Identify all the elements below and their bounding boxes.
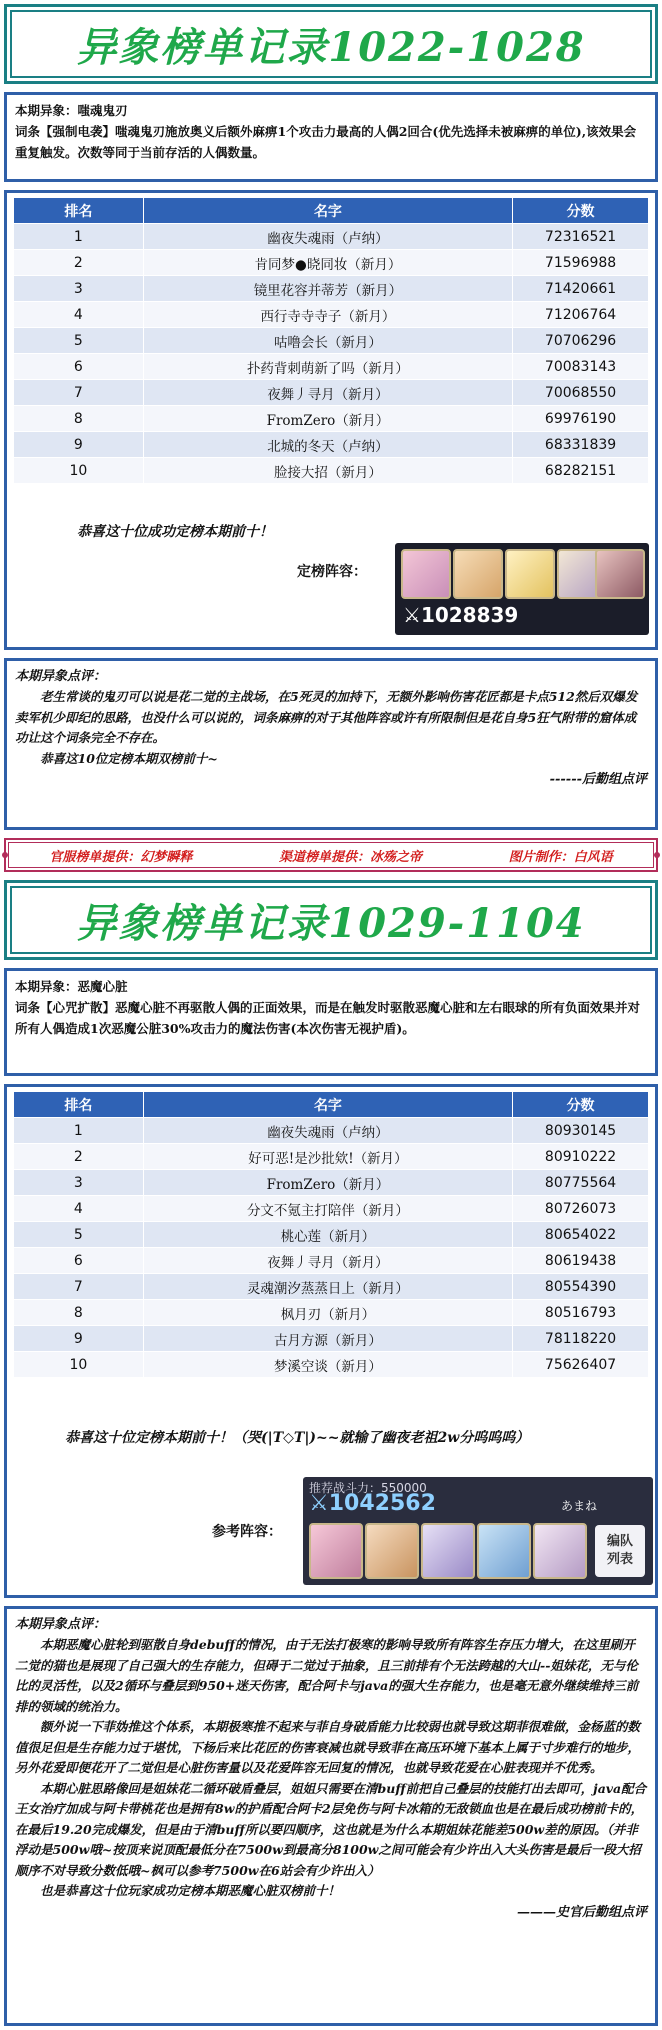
sword-icon: ⚔ <box>403 603 421 627</box>
cell-score: 80910222 <box>513 1144 649 1170</box>
table-row <box>14 1196 649 1222</box>
cell-rank: 4 <box>14 302 144 328</box>
cell-score: 80930145 <box>513 1118 649 1144</box>
portrait-5 <box>595 549 645 599</box>
cell-rank: 6 <box>14 1248 144 1274</box>
period2-review-p1: 本期恶魔心脏轮到驱散自身debuff的情况，由于无法打极寒的影响导致所有阵容生存压力增大，在这里刷开二觉的猫也是展现了自己强大的生存能力，但碍于二觉过于抽象，且三前排有个无法跨越的大山--姐妹花，无与伦比的灵活性，以及2循环与叠层到950+迷天伤害，配合阿卡与java的强大生存能力，也是毫无意外继续维持三前排的领域的统治力。 <box>15 1637 639 1714</box>
cell-name: 扑药背刺萌新了吗（新月） <box>143 354 512 380</box>
period2-lineup-power: ⚔1042562 <box>309 1491 436 1516</box>
period2-lineup-player: あまね <box>561 1499 598 1513</box>
portrait-3 <box>505 549 555 599</box>
cell-rank: 3 <box>14 276 144 302</box>
cell-rank: 7 <box>14 1274 144 1300</box>
cell-score: 71596988 <box>513 250 649 276</box>
cell-name: FromZero（新月） <box>143 406 512 432</box>
cell-rank: 1 <box>14 1118 144 1144</box>
cell-name: 幽夜失魂雨（卢纳） <box>143 1118 512 1144</box>
period1-review-title: 本期异象点评： <box>15 669 107 684</box>
cell-name: 桃心莲（新月） <box>143 1222 512 1248</box>
table-row <box>14 380 649 406</box>
cell-rank: 8 <box>14 406 144 432</box>
credit-channel: 渠道榜单提供：冰殇之帝 <box>278 849 422 865</box>
cell-rank: 9 <box>14 1326 144 1352</box>
table-row <box>14 1274 649 1300</box>
cell-name: 脸接大招（新月） <box>143 458 512 484</box>
cell-name: 枫月刃（新月） <box>143 1300 512 1326</box>
portrait-1 <box>309 1523 363 1579</box>
period1-banner-title: 异象榜单记录1022-1028 <box>76 23 586 71</box>
cell-score: 75626407 <box>513 1352 649 1378</box>
cell-score: 80554390 <box>513 1274 649 1300</box>
period2-review-p2: 额外说一下菲妫推这个体系，本期极寒推不起来与菲自身破盾能力比较弱也就导致这期菲很难做，金杨蓝的数值很足但是生存能力过于堪忧，下杨后来比花匠的伤害衰减也就导致菲在高压环境下基本上属于寸步难行的地步，另外花爱即便花开了二觉但是心脏伤害量以及花爱阵容无回复的情况，也就导致花爱在心脏表现并不优秀。 <box>15 1719 641 1775</box>
cell-score: 70068550 <box>513 380 649 406</box>
period2-lineup-image <box>303 1477 653 1585</box>
header-rank: 排名 <box>14 198 144 224</box>
credit-image: 图片制作：白风语 <box>508 849 613 865</box>
cell-name: 梦溪空谈（新月） <box>143 1352 512 1378</box>
table-row <box>14 1222 649 1248</box>
cell-rank: 3 <box>14 1170 144 1196</box>
portrait-5 <box>533 1523 587 1579</box>
portrait-4 <box>477 1523 531 1579</box>
period1-review-p2: 恭喜这10位定榜本期双榜前十~ <box>40 750 218 766</box>
portrait-2 <box>365 1523 419 1579</box>
formation-list-button[interactable]: 编队 列表 <box>595 1525 645 1577</box>
cell-score: 80619438 <box>513 1248 649 1274</box>
period2-anomaly-label: 本期异象：恶魔心脏 <box>15 979 128 994</box>
cell-rank: 2 <box>14 250 144 276</box>
sword-icon: ⚔ <box>309 1491 329 1516</box>
table-row <box>14 432 649 458</box>
period2-anomaly-box <box>4 968 658 1076</box>
cell-rank: 2 <box>14 1144 144 1170</box>
period1-anomaly-label: 本期异象：嗤魂鬼刃 <box>15 103 128 118</box>
portrait-1 <box>401 549 451 599</box>
table-row <box>14 1352 649 1378</box>
cell-rank: 7 <box>14 380 144 406</box>
cell-name: 咕噜会长（新月） <box>143 328 512 354</box>
table-row <box>14 1144 649 1170</box>
portrait-2 <box>453 549 503 599</box>
table-row <box>14 1170 649 1196</box>
table-row <box>14 354 649 380</box>
cell-rank: 5 <box>14 1222 144 1248</box>
cell-rank: 4 <box>14 1196 144 1222</box>
cell-score: 78118220 <box>513 1326 649 1352</box>
table-row <box>14 458 649 484</box>
cell-rank: 5 <box>14 328 144 354</box>
period1-ranking-table <box>13 197 649 484</box>
table-row <box>14 250 649 276</box>
cell-name: 古月方源（新月） <box>143 1326 512 1352</box>
period1-anomaly-desc: 词条【强制电袭】嗤魂鬼刃施放奥义后额外麻痹1个攻击力最高的人偶2回合(优先选择未被麻痹的单位),该效果会重复触发。次数等同于当前存活的人偶数量。 <box>15 124 637 160</box>
cell-rank: 1 <box>14 224 144 250</box>
period2-sign: ———史官后勤组点评 <box>516 1904 647 1920</box>
cell-score: 70706296 <box>513 328 649 354</box>
table-row <box>14 276 649 302</box>
header-rank: 排名 <box>14 1092 144 1118</box>
period2-review-p4: 也是恭喜这十位玩家成功定榜本期恶魔心脏双榜前十！ <box>40 1883 341 1898</box>
period2-recommended-power: 推荐战斗力：550000 <box>309 1481 427 1495</box>
period1-congrats: 恭喜这十位成功定榜本期前十！ <box>77 524 273 540</box>
table-row <box>14 224 649 250</box>
credit-official: 官服榜单提供：幻梦瞬释 <box>49 849 193 865</box>
cell-score: 71420661 <box>513 276 649 302</box>
cell-name: 西行寺寺寺子（新月） <box>143 302 512 328</box>
table-row <box>14 1300 649 1326</box>
cell-score: 80726073 <box>513 1196 649 1222</box>
period1-sign: ------后勤组点评 <box>549 772 647 787</box>
credits-bar <box>4 838 658 872</box>
period1-ranking-box <box>4 190 658 650</box>
table-row <box>14 406 649 432</box>
period1-review-box <box>4 658 658 830</box>
cell-name: 分文不氪主打陪伴（新月） <box>143 1196 512 1222</box>
cell-name: 北城的冬天（卢纳） <box>143 432 512 458</box>
cell-rank: 8 <box>14 1300 144 1326</box>
cell-score: 68331839 <box>513 432 649 458</box>
table-row <box>14 328 649 354</box>
cell-name: 肯同梦●晓同妆（新月） <box>143 250 512 276</box>
cell-rank: 10 <box>14 458 144 484</box>
period2-ranking-box <box>4 1084 658 1598</box>
period2-banner-title: 异象榜单记录1029-1104 <box>76 899 586 947</box>
table-row <box>14 302 649 328</box>
table-row <box>14 1326 649 1352</box>
period1-lineup-label: 定榜阵容： <box>297 564 367 580</box>
cell-name: 夜舞丿寻月（新月） <box>143 380 512 406</box>
period2-lineup-label: 参考阵容： <box>212 1524 282 1540</box>
cell-name: 夜舞丿寻月（新月） <box>143 1248 512 1274</box>
period2-congrats: 恭喜这十位定榜本期前十！（哭(|T◇T|)~~就输了幽夜老祖2w分呜呜呜） <box>65 1430 530 1446</box>
cell-score: 71206764 <box>513 302 649 328</box>
period2-banner <box>4 880 658 960</box>
period2-review-p3: 本期心脏思路像回是姐妹花二循环破盾叠层，姐姐只需要在清buff前把自己叠层的技能打出去即可，java配合王女治疗加成与阿卡带桃花也是拥有8w的护盾配合阿卡2层免伤与阿卡冰箱的无敌锁血也是在最后成功榜前卡的，在最后19.20完成爆发，但是由于清buff所以要四顺序，这也就是为什么本期姐妹花能差500w差的原因。（并非浮动是500w哦~按顶来说顶配最低分在7500w到最高分8100w之间可能会有少许出入大头伤害是最后一段大招顺序不对导致分数低哦~枫可以参考7500w在6站会有少许出入） <box>15 1780 647 1878</box>
header-score: 分数 <box>513 1092 649 1118</box>
cell-name: 幽夜失魂雨（卢纳） <box>143 224 512 250</box>
cell-score: 80516793 <box>513 1300 649 1326</box>
period2-ranking-table <box>13 1091 649 1378</box>
period1-review-p1: 老生常谈的鬼刃可以说是花二觉的主战场，在5死灵的加持下，无额外影响伤害花匠都是卡点512然后双爆发卖军机少即纪的思路，也没什么可以说的，词条麻痹的对于其他阵容或许有所限制但是花自身5狂气附带的窟体成功让这个词条完全不存在。 <box>15 689 638 745</box>
cell-score: 68282151 <box>513 458 649 484</box>
table-row <box>14 1118 649 1144</box>
cell-score: 72316521 <box>513 224 649 250</box>
table-row <box>14 1248 649 1274</box>
period2-review-title: 本期异象点评： <box>15 1617 107 1632</box>
portrait-3 <box>421 1523 475 1579</box>
cell-name: 好可恶!是沙批欸!（新月） <box>143 1144 512 1170</box>
header-name: 名字 <box>143 1092 512 1118</box>
header-score: 分数 <box>513 198 649 224</box>
period2-anomaly-desc: 词条【心咒扩散】恶魔心脏不再驱散人偶的正面效果，而是在触发时驱散恶魔心脏和左右眼球的所有负面效果并对所有人偶造成1次恶魔公脏30%攻击力的魔法伤害(本次伤害无视护盾)。 <box>15 1000 641 1036</box>
period1-banner <box>4 4 658 84</box>
cell-rank: 10 <box>14 1352 144 1378</box>
period1-lineup-power: ⚔1028839 <box>403 603 519 627</box>
header-name: 名字 <box>143 198 512 224</box>
cell-name: 灵魂潮汐蒸蒸日上（新月） <box>143 1274 512 1300</box>
period1-anomaly-box <box>4 92 658 182</box>
cell-name: 镜里花容并蒂芳（新月） <box>143 276 512 302</box>
cell-score: 69976190 <box>513 406 649 432</box>
cell-score: 70083143 <box>513 354 649 380</box>
cell-score: 80775564 <box>513 1170 649 1196</box>
cell-score: 80654022 <box>513 1222 649 1248</box>
cell-name: FromZero（新月） <box>143 1170 512 1196</box>
period2-review-box <box>4 1606 658 2026</box>
period1-lineup-image <box>395 543 649 635</box>
cell-rank: 9 <box>14 432 144 458</box>
cell-rank: 6 <box>14 354 144 380</box>
